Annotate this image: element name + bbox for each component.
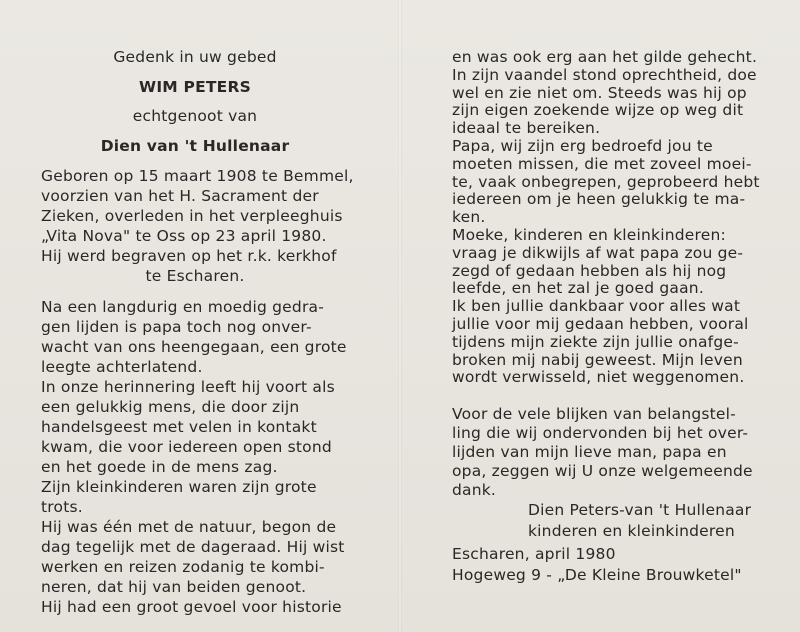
body-line: wacht van ons heengegaan, een grote: [41, 338, 347, 356]
body-line: zijn eigen zoekende wijze op weg dit: [452, 101, 744, 120]
thanks-line: lijden van mijn lieve man, papa en: [452, 443, 727, 461]
body-line: zegd of gedaan hebben als hij nog: [452, 261, 727, 280]
body-line: Hij had een groot gevoel voor historie: [41, 598, 342, 616]
bio-line: voorzien van het H. Sacrament der: [41, 187, 319, 205]
intro-text: Gedenk in uw gebed: [113, 48, 277, 66]
bio-line: Hij werd begraven op het r.k. kerkhof: [41, 247, 337, 265]
footer-place-date: Escharen, april 1980: [452, 545, 616, 563]
body-line: Ik ben jullie dankbaar voor alles wat: [452, 297, 741, 316]
spouse-name: Dien van 't Hullenaar: [100, 137, 290, 155]
thanks-line: Voor de vele blijken van belangstel-: [452, 405, 736, 423]
body-line: broken mij nabij geweest. Mijn leven: [452, 350, 743, 369]
body-line: ken.: [452, 208, 486, 227]
body-line: moeten missen, die met zoveel moei-: [452, 154, 752, 173]
body-line: tijdens mijn ziekte zijn jullie onafge-: [452, 332, 739, 351]
body-line: ideaal te bereiken.: [452, 119, 601, 138]
body-line: Zijn kleinkinderen waren zijn grote: [41, 478, 317, 496]
body-line: te, vaak onbegrepen, geprobeerd hebt: [452, 172, 760, 191]
body-line: neren, dat hij van beiden genoot.: [41, 578, 307, 596]
signature-family: kinderen en kleinkinderen: [528, 522, 735, 540]
thanks-line: opa, zeggen wij U onze welgemeende: [452, 462, 753, 480]
body-line: Moeke, kinderen en kleinkinderen:: [452, 226, 726, 244]
body-line: gen lijden is papa toch nog onver-: [41, 318, 312, 336]
footer-address: Hogeweg 9 - „De Kleine Brouwketel": [452, 566, 742, 584]
bio-line: te Escharen.: [145, 267, 245, 285]
body-line: Hij was één met de natuur, begon de: [41, 518, 337, 536]
body-line: werken en reizen zodanig te kombi-: [41, 558, 325, 576]
body-line: In zijn vaandel stond oprechtheid, doe: [452, 65, 757, 84]
body-line: vraag je dikwijls af wat papa zou ge-: [452, 243, 744, 262]
thanks-line: ling die wij ondervonden bij het over-: [452, 424, 749, 442]
body-line: kwam, die voor iedereen open stond: [41, 438, 332, 456]
bio-line: Zieken, overleden in het verpleeghuis: [41, 207, 343, 225]
body-line: leefde, en het zal je goed gaan.: [452, 279, 704, 298]
body-line: dag tegelijk met de dageraad. Hij wist: [41, 538, 345, 556]
body-line: wordt verwisseld, niet weggenomen.: [452, 368, 745, 387]
relation-text: echtgenoot van: [132, 107, 258, 125]
deceased-name: WIM PETERS: [139, 78, 251, 96]
body-line: In onze herinnering leeft hij voort als: [41, 378, 335, 396]
signature-name: Dien Peters-van 't Hullenaar: [528, 501, 752, 519]
body-line: trots.: [41, 498, 83, 516]
body-line: en was ook erg aan het gilde gehecht.: [452, 48, 758, 66]
center-fold: [398, 0, 402, 632]
body-line: Papa, wij zijn erg bedroefd jou te: [452, 137, 713, 155]
body-line: en het goede in de mens zag.: [41, 458, 278, 476]
body-line: een gelukkig mens, die door zijn: [41, 398, 300, 416]
bio-line: „Vita Nova" te Oss op 23 april 1980.: [41, 227, 327, 245]
body-line: leegte achterlatend.: [41, 358, 203, 376]
body-line: Na een langdurig en moedig gedra-: [41, 298, 325, 316]
body-line: iedereen om je heen gelukkig te ma-: [452, 190, 746, 209]
bio-line: Geboren op 15 maart 1908 te Bemmel,: [41, 167, 354, 185]
body-line: handelsgeest met velen in kontakt: [41, 418, 317, 436]
body-line: jullie voor mij gedaan hebben, vooral: [452, 315, 749, 333]
thanks-line: dank.: [452, 481, 497, 499]
body-line: wel en zie niet om. Steeds was hij op: [452, 83, 747, 102]
